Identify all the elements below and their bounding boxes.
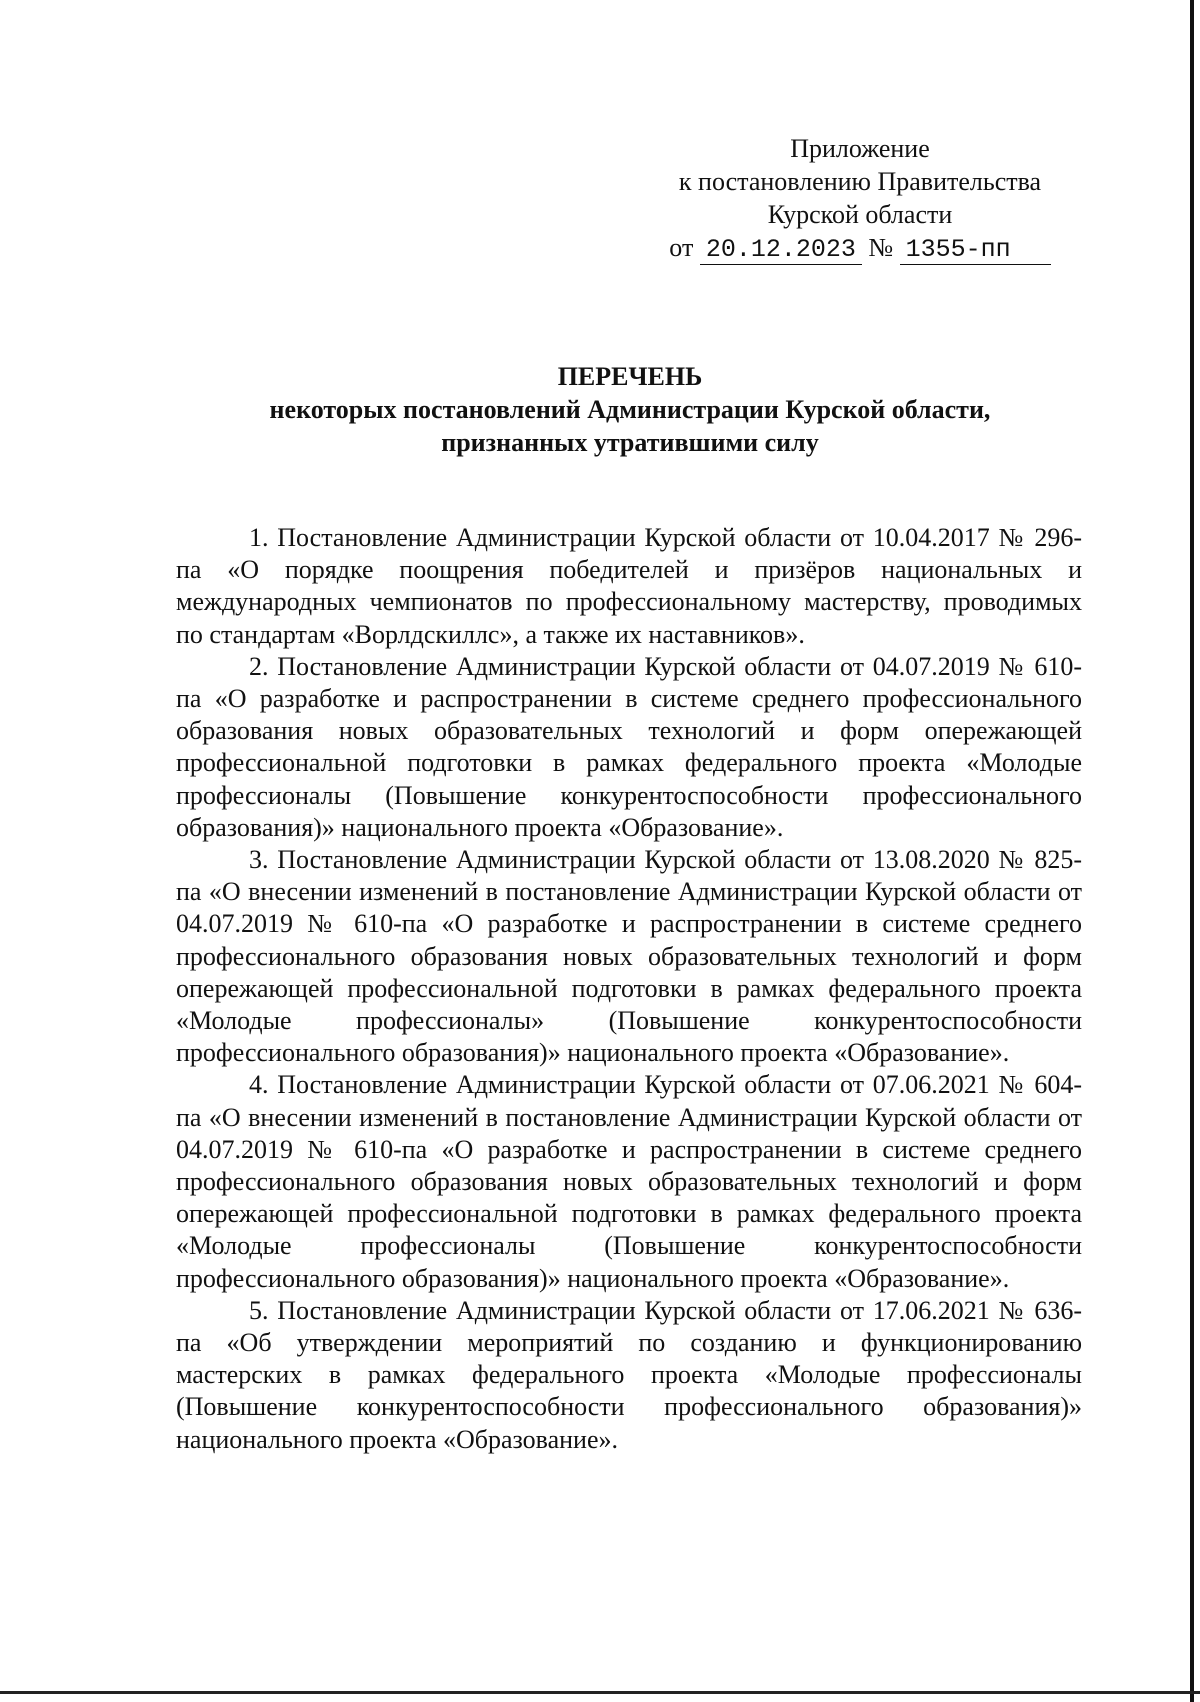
appendix-title: Приложение: [790, 134, 930, 163]
appendix-header: [640, 132, 1080, 265]
list-item: 5. Постановление Администрации Курской области от 17.06.2021 № 636-па «Об утверждении мероприятий по созданию и функционированию мастерских в рамках федерального проекта «Молодые профессионалы (Повышение конкурентоспособности профессионального образования)» национального проекта «Образование».: [176, 1295, 1082, 1454]
decree-date: 20.12.2023: [700, 236, 862, 265]
decree-number: 1355-пп: [900, 236, 1051, 265]
title-subtitle-2: признанных утратившими силу: [441, 428, 819, 457]
appendix-reference: к постановлению Правительства: [678, 167, 1042, 196]
appendix-region: Курской области: [767, 200, 953, 229]
scan-edge-right: [1190, 0, 1194, 1702]
list-item: 3. Постановление Администрации Курской области от 13.08.2020 № 825-па «О внесении изменений в постановление Администрации Курской области от 04.07.2019 № 610-па «О разработке и распространении в системе среднего профессионального образования новых образовательных технологий и форм опережающей профессиональной подготовки в рамках федерального проекта «Молодые профессионалы» (Повышение конкурентоспособности профессионального образования)» национального проекта «Образование».: [176, 845, 1082, 1068]
decree-list: [176, 522, 1082, 1456]
document-title: [180, 360, 1080, 459]
title-heading: ПЕРЕЧЕНЬ: [557, 362, 703, 391]
list-item: 1. Постановление Администрации Курской области от 10.04.2017 № 296-па «О порядке поощрения победителей и призёров национальных и международных чемпионатов по профессиональному мастерству, проводимых по стандартам «Ворлдскиллс», а также их наставников».: [176, 523, 1082, 649]
list-item: 2. Постановление Администрации Курской области от 04.07.2019 № 610-па «О разработке и распространении в системе среднего профессионального образования новых образовательных технологий и форм опережающей профессиональной подготовки в рамках федерального проекта «Молодые профессионалы (Повышение конкурентоспособности профессионального образования)» национального проекта «Образование».: [176, 651, 1082, 842]
number-sign: №: [868, 233, 894, 262]
appendix-date-number: [640, 231, 1080, 265]
date-prefix: от: [669, 233, 694, 262]
scan-edge-bottom: [0, 1691, 1200, 1694]
list-item: 4. Постановление Администрации Курской области от 07.06.2021 № 604-па «О внесении изменений в постановление Администрации Курской области от 04.07.2019 № 610-па «О разработке и распространении в системе среднего профессионального образования новых образовательных технологий и форм опережающей профессиональной подготовки в рамках федерального проекта «Молодые профессионалы (Повышение конкурентоспособности профессионального образования)» национального проекта «Образование».: [176, 1070, 1082, 1293]
title-subtitle: некоторых постановлений Администрации Курской области,: [269, 395, 991, 424]
